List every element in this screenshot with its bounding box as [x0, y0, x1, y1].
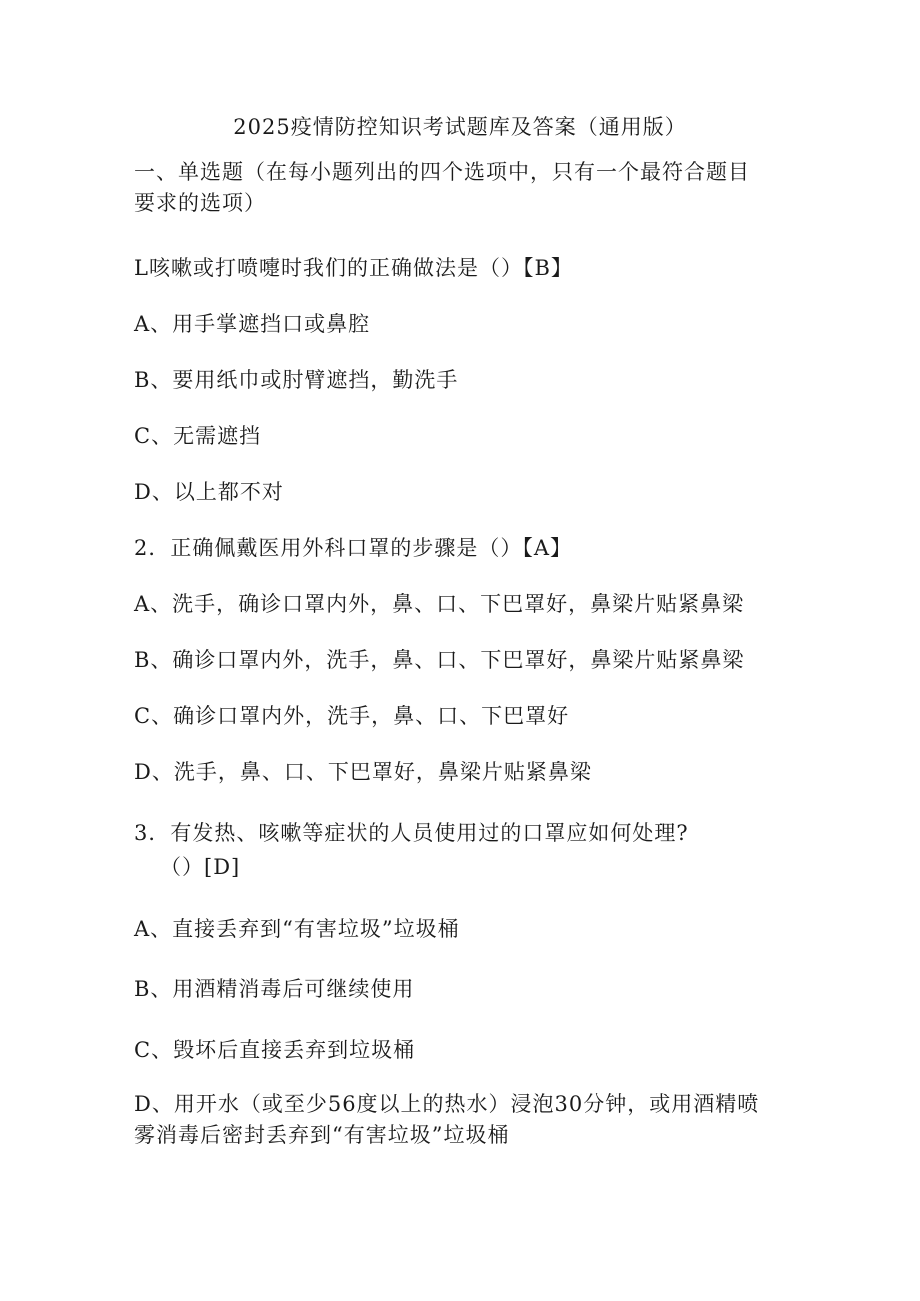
- question-1-option-d: D、以上都不对: [134, 480, 284, 504]
- question-3-option-d-line2: 雾消毒后密封丢弃到“有害垃圾”垃圾桶: [134, 1123, 510, 1147]
- question-1: L咳嗽或打喷嚏时我们的正确做法是（）【B】: [134, 256, 573, 280]
- document-title: 2025疫情防控知识考试题库及答案（通用版）: [233, 115, 687, 139]
- question-2-option-d: D、洗手，鼻、口、下巴罩好，鼻梁片贴紧鼻梁: [134, 760, 592, 784]
- question-3: 3．有发热、咳嗽等症状的人员使用过的口罩应如何处理?: [134, 821, 689, 845]
- question-2-option-c: C、确诊口罩内外，洗手，鼻、口、下巴罩好: [134, 704, 570, 728]
- section-heading-line1: 一、单选题（在每小题列出的四个选项中，只有一个最符合题目: [134, 160, 750, 184]
- question-2: 2．正确佩戴医用外科口罩的步骤是（）【A】: [134, 536, 573, 560]
- question-1-option-c: C、无需遮挡: [134, 424, 262, 448]
- question-3-answer: （）[D]: [160, 855, 241, 879]
- question-3-option-c: C、毁坏后直接丢弃到垃圾桶: [134, 1038, 416, 1062]
- question-2-option-b: B、确诊口罩内外，洗手，鼻、口、下巴罩好，鼻梁片贴紧鼻梁: [134, 648, 745, 672]
- question-3-option-a: A、直接丢弃到“有害垃圾”垃圾桶: [134, 917, 460, 941]
- question-1-option-a: A、用手掌遮挡口或鼻腔: [134, 312, 371, 336]
- section-heading-line2: 要求的选项）: [134, 191, 266, 215]
- question-3-option-b: B、用酒精消毒后可继续使用: [134, 977, 415, 1001]
- question-2-option-a: A、洗手，确诊口罩内外，鼻、口、下巴罩好，鼻梁片贴紧鼻梁: [134, 592, 745, 616]
- question-3-option-d-line1: D、用开水（或至少56度以上的热水）浸泡30分钟，或用酒精喷: [134, 1092, 760, 1116]
- question-1-option-b: B、要用纸巾或肘臂遮挡，勤洗手: [134, 368, 459, 392]
